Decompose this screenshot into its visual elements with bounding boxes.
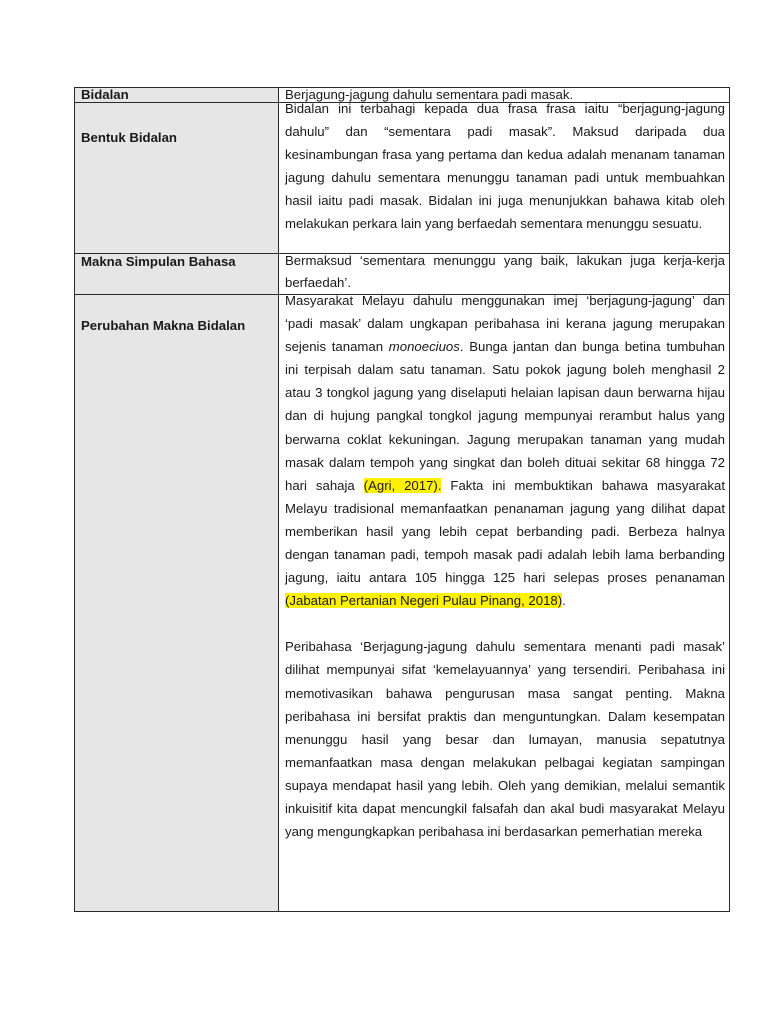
table-row [75, 103, 730, 254]
paragraph-text: . [562, 593, 566, 609]
row-label: Perubahan Makna Bidalan [81, 318, 246, 333]
row-content-cell [279, 103, 730, 254]
paragraph-text: . Bunga jantan dan bunga betina tumbuhan ini terpisah dalam satu tanaman. Satu pokok jagung boleh menghasil 2 atau 3 tongkol jagung yang diselaputi helaian lapisan daun berwarna hijau dan di hujung pangkal tongkol jagung mempunyai rerambut halus yang berwarna coklat kekuningan. Jagung merupakan tanaman yang mudah masak dalam tempoh yang singkat dan boleh dituai sekitar 68 hingga 72 hari sahaja [285, 339, 725, 493]
paragraph-text: Masyarakat Melayu dahulu menggunakan imej ‘berjagung-jagung’ dan ‘padi masak’ dalam ungkapan peribahasa ini kerana jagung merupakan sejenis tanaman [285, 293, 725, 355]
highlighted-citation: (Agri, 2017). [363, 477, 442, 493]
row-content: Berjagung-jagung dahulu sementara padi masak. [285, 87, 574, 102]
row-label: Bidalan [81, 87, 129, 102]
highlighted-citation: (Jabatan Pertanian Negeri Pulau Pinang, 2018) [285, 593, 563, 609]
italic-term: monoeciuos [388, 339, 460, 355]
row-content-cell [279, 295, 730, 912]
row-label-cell [75, 295, 279, 912]
row-label-cell [75, 103, 279, 254]
row-label-cell [75, 88, 279, 103]
row-label: Makna Simpulan Bahasa [81, 254, 236, 269]
paragraph-text: Fakta ini membuktikan bahawa masyarakat Melayu tradisional memanfaatkan penanaman jagung yang dilihat dapat memberikan hasil yang lebih cepat berbanding padi. Berbeza halnya dengan tanaman padi, tempoh masak padi adalah lebih lama berbanding jagung, iaitu antara 105 hingga 125 hari selepas proses penanaman [285, 477, 725, 586]
row-content [285, 289, 725, 843]
row-label-cell [75, 254, 279, 295]
paragraph-2: Peribahasa ‘Berjagung-jagung dahulu sementara menanti padi masak’ dilihat mempunyai sifat ‘kemelayuannya’ yang tersendiri. Peribahasa ini memotivasikan bahawa pengurusan masa sangat penting. Makna peribahasa ini bersifat praktis dan menguntungkan. Dalam kesempatan menunggu hasil yang besar dan lumayan, manusia sepatutnya memanfaatkan masa dengan melakukan pelbagai kegiatan sampingan supaya mendapat hasil yang lebih. Oleh yang demikian, melalui semantik inkuisitif kita dapat mencungkil falsafah dan akal budi masyarakat Melayu yang mengungkapkan peribahasa ini berdasarkan pemerhatian mereka [285, 639, 725, 840]
row-content: Bermaksud ‘sementara menunggu yang baik, lakukan juga kerja-kerja berfaedah’. [285, 253, 725, 290]
row-label: Bentuk Bidalan [81, 130, 177, 145]
table-row [75, 295, 730, 912]
row-content: Bidalan ini terbahagi kepada dua frasa frasa iaitu “berjagung-jagung dahulu” dan “sementara padi masak”. Maksud daripada dua kesinambungan frasa yang pertama dan kedua adalah menanam tanaman jagung dahulu sementara menunggu tanaman padi untuk membuahkan hasil iaitu padi masak. Bidalan ini juga menunjukkan bahawa kitab oleh melakukan perkara lain yang berfaedah sementara menunggu sesuatu. [285, 101, 725, 232]
bidalan-analysis-table [74, 87, 730, 912]
paragraph-1 [285, 289, 725, 612]
